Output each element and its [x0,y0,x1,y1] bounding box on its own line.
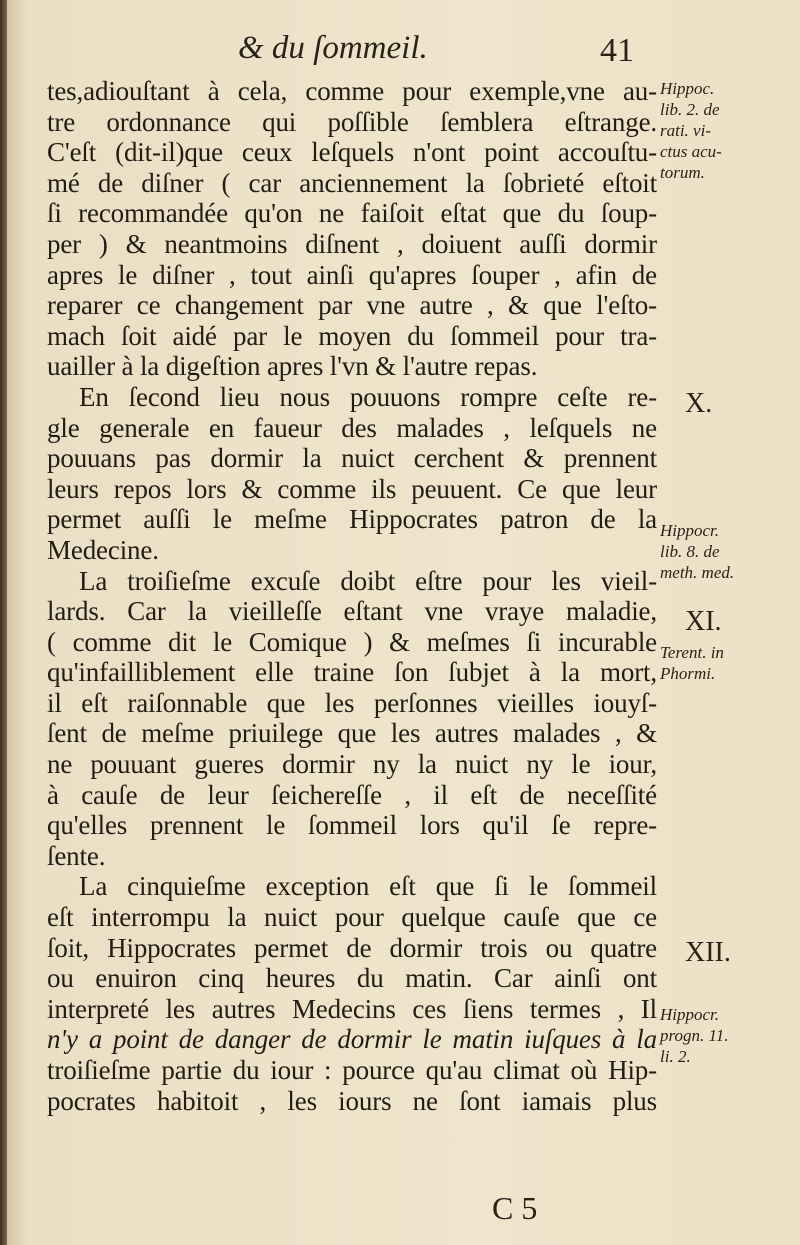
page-spine-edge [0,0,7,1245]
margin-note-hippocr-meth [660,520,772,583]
body-line: ſente. [47,840,106,871]
body-line: apres le diſner , tout ainſi qu'apres ſouper , afin de [47,259,657,290]
body-line: il eſt raiſonnable que les perſonnes vieilles iouyſ- [47,687,657,718]
body-text [47,76,657,1116]
body-line: per ) & neantmoins diſnent , doiuent auſſi dormir [47,228,657,259]
body-line: ( comme dit le Comique ) & meſmes ſi incurable [47,626,657,657]
margin-numeral-x: X. [685,388,713,419]
body-line: Medecine. [47,534,159,565]
body-line: tes,adiouſtant à cela, comme pour exemple,vne au- [47,76,657,106]
body-line: gle generale en faueur des malades , leſquels ne [47,412,657,443]
body-line: permet auſſi le meſme Hippocrates patron de la [47,504,657,535]
margin-note-line: rati. vi- [660,121,711,140]
margin-note-line: progn. 11. [660,1026,729,1045]
body-line: lards. Car la vieilleſſe eſtant vne vraye maladie, [47,596,657,627]
paragraph-start-line: La troiſieſme excuſe doibt eſtre pour les vieil- [79,565,657,596]
body-line: à cauſe de leur ſeichereſſe , il eſt de neceſſité [47,779,657,810]
body-line: pocrates habitoit , les iours ne ſont iamais plus [47,1085,657,1116]
body-line: ou enuiron cinq heures du matin. Car ainſi ont [47,963,657,994]
body-line: pouuans pas dormir la nuict cerchent & prennent [47,443,657,474]
body-line: ne pouuant gueres dormir ny la nuict ny le iour, [47,749,657,780]
margin-note-line: meth. med. [660,563,735,582]
paragraph-start-line: En ſecond lieu nous pouuons rompre ceſte re- [79,381,657,412]
margin-numeral-xii: XII. [685,937,731,968]
body-line: mach ſoit aidé par le moyen du ſommeil pour tra- [47,320,657,351]
italic-quote-line: n'y a point de danger de dormir le matin iuſques à la [47,1024,657,1055]
body-line: qu'elles prennent le ſommeil lors qu'il ſe repre- [47,810,657,841]
margin-numeral-xi: XI. [685,606,722,637]
margin-note-line: Hippocr. [660,1005,720,1024]
body-line: ſi recommandée qu'on ne faiſoit eſtat que du ſoup- [47,198,657,229]
running-title: & du ſommeil. [238,30,428,66]
body-line: troiſieſme partie du iour : pource qu'au climat où Hip- [47,1055,657,1085]
margin-note-line: Terent. in [660,643,724,662]
body-line: interpreté les autres Medecins ces ſiens termes , Il [47,993,657,1024]
page-number: 41 [600,32,634,69]
margin-note-line: lib. 8. de [660,542,720,561]
margin-note-terent [660,642,772,684]
margin-note-line: Hippocr. [660,521,720,540]
body-line: uailler à la digeſtion apres l'vn & l'autre repas. [47,351,538,382]
body-line: qu'infailliblement elle traine ſon ſubjet à la mort, [47,657,657,688]
margin-note-hippocr-progn [660,1004,772,1067]
paragraph-start-line: La cinquieſme exception eſt que ſi le ſommeil [79,871,657,902]
margin-note-line: torum. [660,163,705,182]
body-line: tre ordonnance qui poſſible ſemblera eſtrange. [47,106,657,137]
body-line: reparer ce changement par vne autre , & que l'eſto- [47,290,657,321]
margin-note-line: ctus acu- [660,142,722,161]
margin-note-line: li. 2. [660,1047,691,1066]
body-line: eſt interrompu la nuict pour quelque cauſe que ce [47,902,657,933]
margin-note-hippoc [660,78,772,183]
body-line: ſoit, Hippocrates permet de dormir trois ou quatre [47,932,657,963]
body-line: mé de diſner ( car anciennement la ſobrieté eſtoit [47,167,657,198]
margin-note-line: Hippoc. [660,79,715,98]
body-line: leurs repos lors & comme ils peuuent. Ce que leur [47,473,657,504]
margin-note-line: Phormi. [660,664,716,683]
page-header [0,30,800,74]
body-line: C'eſt (dit-il)que ceux leſquels n'ont point accouſtu- [47,137,657,168]
body-line: ſent de meſme priuilege que les autres malades , & [47,718,657,749]
margin-note-line: lib. 2. de [660,100,720,119]
signature-mark: C 5 [492,1190,538,1226]
